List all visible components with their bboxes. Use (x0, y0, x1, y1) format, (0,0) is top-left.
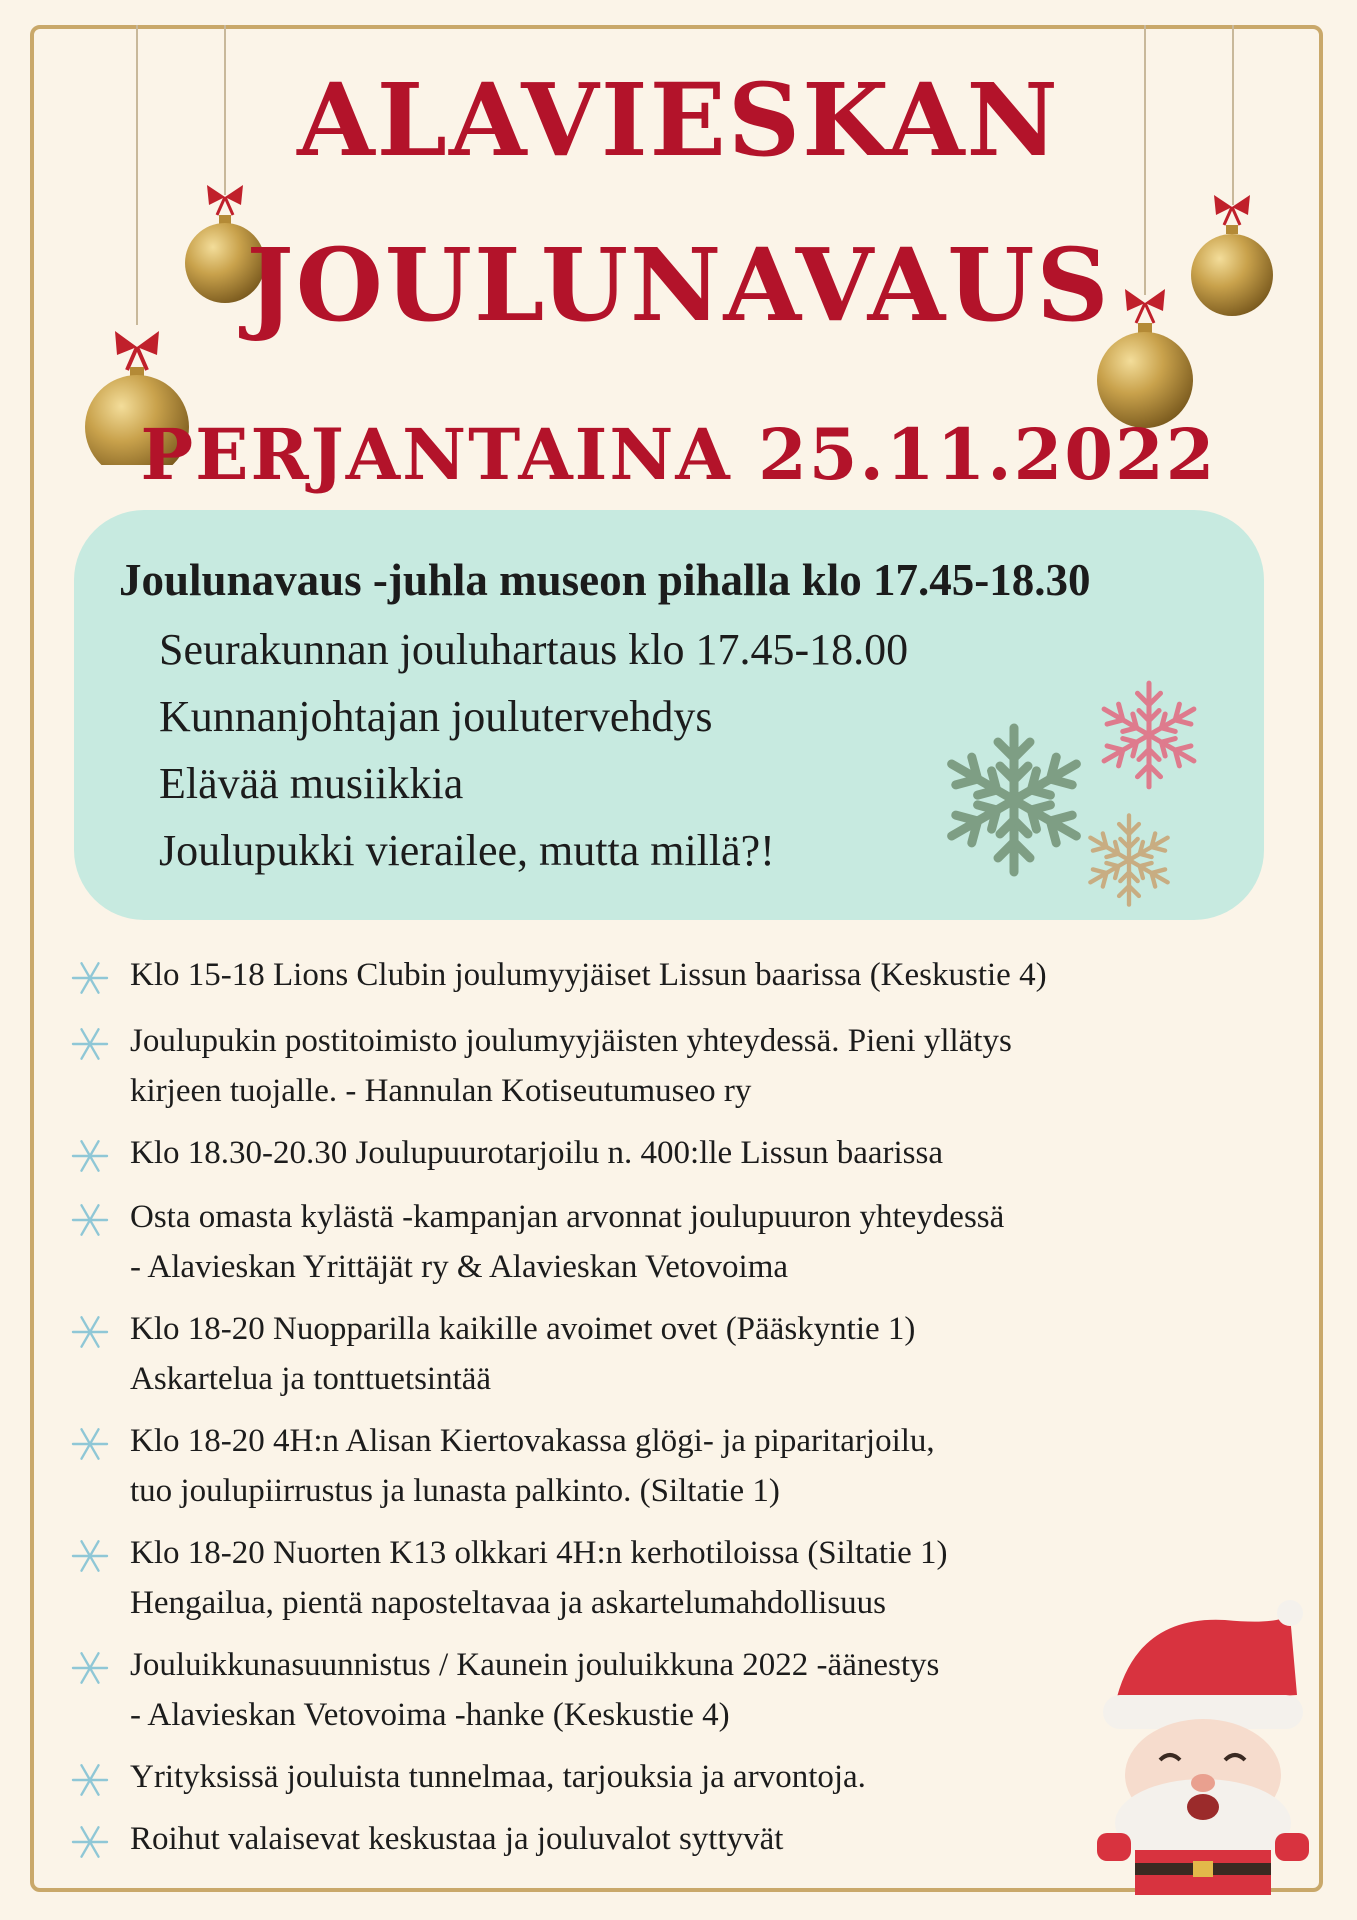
list-item (70, 1640, 1130, 1740)
event-line: Hengailua, pientä naposteltavaa ja askartelumahdollisuus (130, 1585, 887, 1621)
main-event-item: Elävää musiikkia (159, 759, 464, 808)
event-line: - Alavieskan Yrittäjät ry & Alavieskan Vetovoima (130, 1249, 789, 1285)
snowflake-icon (70, 1200, 110, 1240)
event-line: Klo 15-18 Lions Clubin joulumyyjäiset Lissun baarissa (Keskustie 4) (130, 957, 1047, 993)
title-line-2: JOULUNAVAUS (246, 226, 1111, 344)
list-item (70, 1416, 1130, 1516)
snowflake-icon (70, 1536, 110, 1576)
main-event-heading: Joulunavaus -juhla museon pihalla klo 17.45-18.30 (119, 555, 1091, 605)
snowflake-icon (70, 1136, 110, 1176)
snowflake-icon (70, 1312, 110, 1352)
list-item (70, 1814, 1130, 1864)
event-line: Yrityksissä jouluista tunnelmaa, tarjouksia ja arvontoja. (130, 1759, 866, 1795)
event-line: tuo joulupiirrustus ja lunasta palkinto. (Siltatie 1) (130, 1473, 780, 1509)
snowflake-icon (70, 1822, 110, 1862)
list-item (70, 1752, 1130, 1802)
list-item (70, 1016, 1130, 1116)
list-item (70, 1528, 1130, 1628)
main-event-box (74, 510, 1264, 920)
snowflake-icon (70, 1648, 110, 1688)
event-line: Joulupukin postitoimisto joulumyyjäisten yhteydessä. Pieni yllätys (130, 1023, 1012, 1059)
santa-illustration (1075, 1595, 1315, 1895)
event-line: Roihut valaisevat keskustaa ja jouluvalot syttyvät (130, 1821, 784, 1857)
main-event-item: Kunnanjohtajan joulutervehdys (159, 692, 713, 741)
event-line: Klo 18-20 Nuorten K13 olkkari 4H:n kerhotiloissa (Siltatie 1) (130, 1535, 948, 1571)
list-item (70, 1192, 1130, 1292)
event-line: Osta omasta kylästä -kampanjan arvonnat joulupuuron yhteydessä (130, 1199, 1005, 1235)
list-item (70, 950, 1130, 1000)
event-line: Klo 18-20 4H:n Alisan Kiertovakassa glögi- ja piparitarjoilu, (130, 1423, 935, 1459)
event-line: Klo 18.30-20.30 Joulupuurotarjoilu n. 400:lle Lissun baarissa (130, 1135, 943, 1171)
snowflake-icon (70, 958, 110, 998)
date-line: PERJANTAINA 25.11.2022 (140, 413, 1217, 496)
event-line: Askartelua ja tonttuetsintää (130, 1361, 492, 1397)
event-line: Jouluikkunasuunnistus / Kaunein jouluikkuna 2022 -äänestys (130, 1647, 940, 1683)
snowflake-cluster-icon (934, 680, 1254, 910)
snowflake-icon (70, 1424, 110, 1464)
main-event-item: Seurakunnan jouluhartaus klo 17.45-18.00 (159, 625, 909, 674)
title-line-1: ALAVIESKAN (297, 61, 1060, 179)
event-line: Klo 18-20 Nuopparilla kaikille avoimet ovet (Pääskyntie 1) (130, 1311, 916, 1347)
list-item (70, 1304, 1130, 1404)
snowflake-icon (70, 1024, 110, 1064)
main-event-item: Joulupukki vierailee, mutta millä?! (159, 826, 775, 875)
event-line: - Alavieskan Vetovoima -hanke (Keskustie 4) (130, 1697, 730, 1733)
event-line: kirjeen tuojalle. - Hannulan Kotiseutumuseo ry (130, 1073, 752, 1109)
snowflake-icon (70, 1760, 110, 1800)
list-item (70, 1128, 1130, 1178)
event-list (70, 950, 1130, 1864)
